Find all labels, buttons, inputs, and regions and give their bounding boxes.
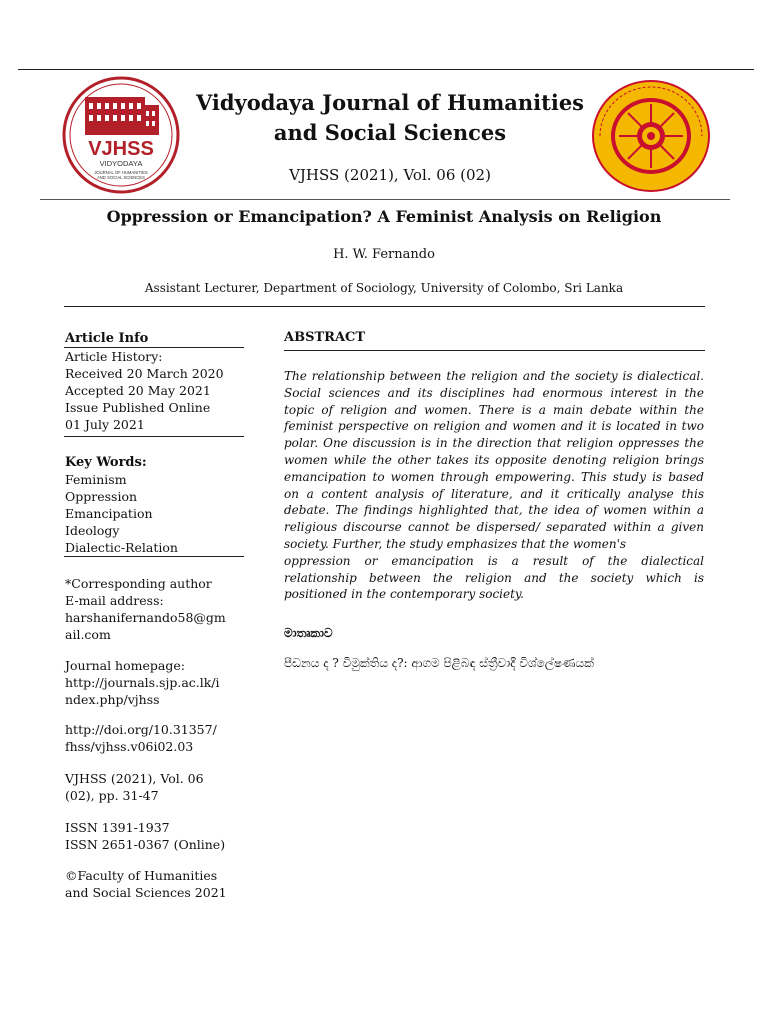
email-label: E-mail address: xyxy=(65,593,164,608)
abstract-line: polar. One discussion is in the direction that religion oppresses the xyxy=(284,436,704,451)
homepage-block xyxy=(65,657,247,708)
homepage-link-line: ndex.php/vjhss xyxy=(65,692,160,707)
abstract-line: on a content analysis of literature, and it critically analyse this xyxy=(284,486,704,501)
abstract-line: feminist perspective on religion and women and it is located in two xyxy=(284,419,704,434)
abstract-line: The relationship between the religion and the society is dialectical. xyxy=(284,369,704,383)
article-history-label: Article History: xyxy=(65,349,163,364)
sinhala-title: පීඩනය ද ? විමුක්තිය ද?: ආගම පිළිබඳ ස්ත්‍රීවාදී විශ්ලේෂණයක් xyxy=(284,656,594,670)
journal-title xyxy=(190,88,590,148)
received-date: Received 20 March 2020 xyxy=(65,366,224,381)
university-seal-icon xyxy=(590,78,712,194)
abstract-line: Social sciences and its disciplines had enormous interest in the xyxy=(284,385,704,400)
accepted-date: Accepted 20 May 2021 xyxy=(65,383,211,398)
abstract-heading: ABSTRACT xyxy=(284,330,366,345)
keywords-heading: Key Words: xyxy=(65,455,147,470)
affiliation-rule xyxy=(64,306,705,307)
history-rule xyxy=(64,436,244,437)
abstract-line: relationship between the religion and the society which is xyxy=(284,570,704,585)
corresponding-author-label: *Corresponding author xyxy=(65,576,212,591)
homepage-link[interactable] xyxy=(65,674,247,708)
keyword-item: Oppression xyxy=(65,489,138,504)
vjhss-logo xyxy=(59,75,183,195)
published-date: 01 July 2021 xyxy=(65,417,145,432)
keywords-block xyxy=(65,454,247,556)
email-address[interactable] xyxy=(65,609,247,643)
article-history xyxy=(65,348,247,433)
journal-title-line2: and Social Sciences xyxy=(273,120,507,145)
abstract-body xyxy=(284,368,704,603)
abstract-line: topic of religion and women. There is a main debate within the xyxy=(284,402,704,417)
abstract-line: debate. The findings highlighted that, the idea of women within a xyxy=(284,503,704,518)
sinhala-heading: මාතෘකාව xyxy=(284,626,333,640)
citation-line: (02), pp. 31-47 xyxy=(65,788,159,803)
abstract-line: emancipation to women through empowering. This study is based xyxy=(284,469,704,484)
issn-block xyxy=(65,819,247,853)
university-seal xyxy=(590,78,712,194)
copyright-line: ©Faculty of Humanities xyxy=(65,868,218,883)
svg-text:AND SOCIAL SCIENCES: AND SOCIAL SCIENCES xyxy=(97,175,145,180)
svg-text:VIDYODAYA: VIDYODAYA xyxy=(99,159,143,168)
homepage-label: Journal homepage: xyxy=(65,658,185,673)
abstract-line: religious discourse cannot be dispersed/ separated within a given xyxy=(284,520,704,535)
abstract-line: society. Further, the study emphasizes that the women's xyxy=(284,536,627,551)
issn-online: ISSN 2651-0367 (Online) xyxy=(65,837,226,852)
citation-block xyxy=(65,770,247,804)
abstract-line: positioned in the contemporary society. xyxy=(284,587,524,602)
keyword-item: Emancipation xyxy=(65,506,153,521)
doi-line: fhss/vjhss.v06i02.03 xyxy=(65,739,194,754)
abstract-line: women while the other takes its opposite denoting religion brings xyxy=(284,452,704,467)
journal-title-line1: Vidyodaya Journal of Humanities xyxy=(195,90,585,115)
svg-text:JOURNAL OF HUMANITIES: JOURNAL OF HUMANITIES xyxy=(94,170,148,175)
paper-title: Oppression or Emancipation? A Feminist Analysis on Religion xyxy=(106,207,662,226)
svg-text:VJHSS: VJHSS xyxy=(88,138,154,160)
email-line: ail.com xyxy=(65,627,111,642)
keyword-item: Ideology xyxy=(65,523,120,538)
author-name: H. W. Fernando xyxy=(333,247,435,262)
author-affiliation: Assistant Lecturer, Department of Sociology, University of Colombo, Sri Lanka xyxy=(144,281,624,295)
keyword-item: Feminism xyxy=(65,472,127,487)
journal-issue: VJHSS (2021), Vol. 06 (02) xyxy=(289,166,491,184)
copyright-block xyxy=(65,867,247,901)
copyright-line: and Social Sciences 2021 xyxy=(65,885,227,900)
email-line: harshanifernando58@gm xyxy=(65,610,226,625)
article-info-heading: Article Info xyxy=(65,331,149,346)
keywords-rule xyxy=(64,556,244,557)
homepage-link-line: http://journals.sjp.ac.lk/i xyxy=(65,675,220,690)
top-rule xyxy=(18,69,754,70)
doi-link[interactable] xyxy=(65,721,247,755)
abstract-rule xyxy=(284,350,705,351)
abstract-line: oppression or emancipation is a result of the dialectical xyxy=(284,553,704,568)
citation-line: VJHSS (2021), Vol. 06 xyxy=(65,771,204,786)
issn-print: ISSN 1391-1937 xyxy=(65,820,170,835)
vjhss-logo-icon xyxy=(59,75,183,195)
doi-line: http://doi.org/10.31357/ xyxy=(65,722,217,737)
header-bottom-rule xyxy=(40,199,730,200)
published-label: Issue Published Online xyxy=(65,400,211,415)
keyword-item: Dialectic-Relation xyxy=(65,540,178,555)
corresponding-block xyxy=(65,575,247,643)
